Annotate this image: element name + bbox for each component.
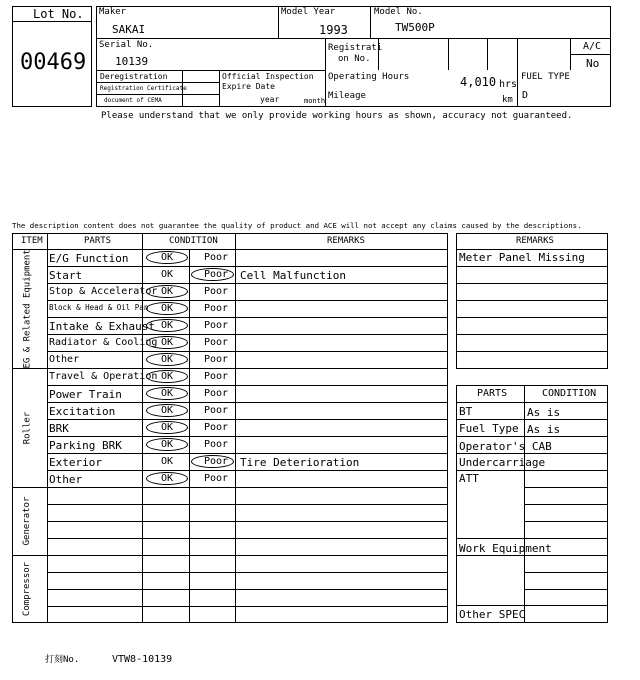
right-remarks-header: REMARKS (516, 236, 554, 246)
poor-circle-mark (191, 268, 234, 281)
condition-poor: Poor (204, 252, 229, 263)
condition-poor: Poor (204, 473, 229, 484)
fuel-type-label: FUEL TYPE (521, 72, 570, 82)
ok-circle-mark (146, 370, 188, 383)
meter-panel-remark: Meter Panel Missing (459, 251, 585, 264)
part-label: Other (49, 473, 83, 486)
part-label: Stop & Accelerator (49, 286, 158, 297)
ok-circle-mark (146, 387, 188, 400)
ok-circle-mark (146, 353, 188, 366)
poor-circle-mark (191, 455, 234, 468)
condition-ok: OK (161, 422, 174, 433)
dereg-sub2: document of CEMA (104, 97, 162, 104)
condition-ok: OK (161, 439, 174, 450)
remark-cell: Cell Malfunction (240, 269, 346, 282)
inspection-label-2: Expire Date (222, 82, 275, 91)
operator-cab-part: Operator's CAB (459, 440, 552, 453)
condition-ok: OK (161, 388, 174, 399)
model-year-value: 1993 (319, 23, 348, 37)
dereg-sub1: Registration Certificate (100, 85, 187, 92)
model-no-label: Model No. (374, 7, 423, 17)
condition-ok: OK (161, 337, 174, 348)
disclaimer: The description content does not guarantee the quality of product and ACE will not accept any claims caused by the descriptions. (12, 221, 582, 230)
fuel-type-part: Fuel Type (459, 422, 519, 435)
header-parts: PARTS (84, 236, 112, 246)
condition-poor: Poor (204, 422, 229, 433)
ok-circle-mark (146, 404, 188, 417)
right-parts-header: PARTS (477, 388, 508, 399)
bt-part: BT (459, 405, 473, 418)
ok-circle-mark (146, 251, 188, 264)
year-label: year (260, 95, 280, 104)
hrs-label: hrs (499, 79, 518, 90)
lot-label: Lot No. (33, 7, 84, 21)
condition-ok: OK (161, 286, 174, 297)
ok-circle-mark (146, 336, 188, 349)
condition-ok: OK (161, 320, 174, 331)
condition-poor: Poor (204, 388, 229, 399)
condition-poor: Poor (204, 303, 229, 314)
condition-ok: OK (161, 473, 174, 484)
att-part: ATT (459, 472, 479, 485)
ok-circle-mark (146, 421, 188, 434)
condition-ok: OK (161, 252, 174, 263)
part-label: Radiator & Cooling (49, 337, 158, 348)
other-spec-part: Other SPEC (459, 608, 526, 621)
model-no-value: TW500P (395, 21, 435, 34)
condition-ok: OK (161, 456, 174, 467)
inspection-label-1: Official Inspection (222, 72, 314, 81)
part-label: Power Train (49, 388, 122, 401)
right-condition-header: CONDITION (542, 388, 597, 399)
month-label: month (304, 97, 326, 105)
bt-condition: As is (527, 406, 561, 419)
part-label: Excitation (49, 405, 116, 418)
condition-poor: Poor (204, 337, 229, 348)
condition-poor: Poor (204, 439, 229, 450)
group-label: Compressor (22, 561, 32, 617)
serial-label: Serial No. (99, 40, 154, 50)
km-label: km (502, 95, 513, 105)
ok-circle-mark (146, 319, 188, 332)
header-remarks: REMARKS (327, 236, 365, 246)
part-label: Start (49, 269, 83, 282)
ac-label: A/C (583, 41, 602, 52)
footer-value: VTW8-10139 (112, 654, 173, 665)
condition-poor: Poor (204, 405, 229, 416)
condition-poor: Poor (204, 286, 229, 297)
registration-label-2: on No. (338, 54, 371, 64)
condition-poor: Poor (204, 456, 229, 467)
header-item: ITEM (21, 236, 43, 246)
maker-value: SAKAI (112, 23, 146, 36)
part-label: Exterior (49, 456, 102, 469)
condition-poor: Poor (204, 320, 229, 331)
maker-label: Maker (99, 7, 127, 17)
condition-poor: Poor (204, 371, 229, 382)
registration-label-1: Registrati (328, 43, 383, 53)
mileage-label: Mileage (328, 91, 366, 101)
part-label: Other (49, 354, 80, 365)
remark-cell: Tire Deterioration (240, 456, 360, 469)
model-year-label: Model Year (281, 7, 336, 17)
undercarriage-part: Undercarriage (459, 456, 546, 469)
ok-circle-mark (146, 472, 188, 485)
serial-value: 10139 (115, 55, 149, 68)
header-condition: CONDITION (169, 236, 218, 246)
part-label: Parking BRK (49, 439, 122, 452)
part-label: Travel & Operation (49, 371, 158, 382)
ok-circle-mark (146, 302, 188, 315)
group-label: EG & Related Equipment (22, 248, 32, 368)
condition-poor: Poor (204, 354, 229, 365)
footer-label: 打刻No. (45, 655, 80, 665)
condition-ok: OK (161, 269, 174, 280)
fuel-type-value: D (522, 90, 529, 101)
condition-ok: OK (161, 303, 174, 314)
lot-number: 00469 (20, 50, 87, 75)
operating-hours-label: Operating Hours (328, 72, 410, 82)
dereg-label: Deregistration (100, 72, 168, 81)
hours-note: Please understand that we only provide working hours as shown, accuracy not guaranteed. (101, 111, 573, 121)
work-equipment-part: Work Equipment (459, 542, 552, 555)
ok-circle-mark (146, 285, 188, 298)
condition-ok: OK (161, 371, 174, 382)
ok-circle-mark (146, 438, 188, 451)
ac-value: No (586, 57, 600, 70)
part-label: Intake & Exhaust (49, 320, 155, 333)
part-label: E/G Function (49, 252, 129, 265)
condition-ok: OK (161, 354, 174, 365)
part-label: BRK (49, 422, 69, 435)
operating-hours-value: 4,010 (460, 75, 497, 89)
group-label: Generator (22, 496, 32, 546)
condition-poor: Poor (204, 269, 229, 280)
group-label: Roller (22, 411, 32, 444)
fuel-type-condition: As is (527, 423, 561, 436)
condition-ok: OK (161, 405, 174, 416)
part-label: Block & Head & Oil Pan (49, 303, 149, 312)
